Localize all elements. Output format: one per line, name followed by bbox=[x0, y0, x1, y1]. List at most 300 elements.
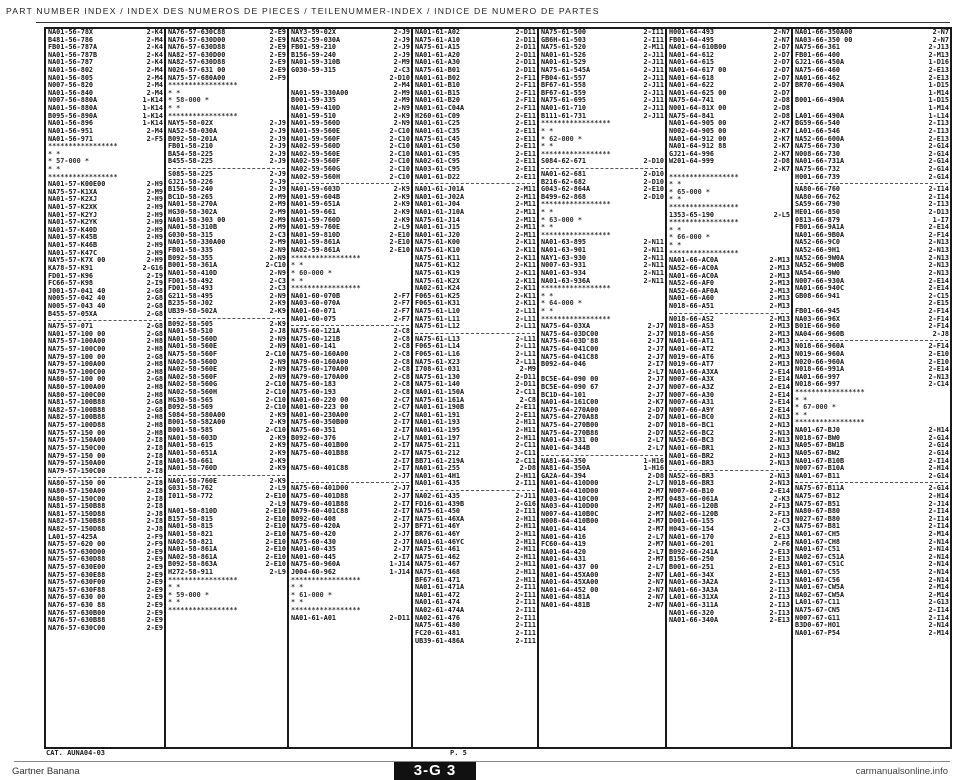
part-number: NA75-61-K12 bbox=[415, 261, 461, 270]
part-number: NA01-58-760D bbox=[168, 464, 218, 473]
section-banner-line: ***************** bbox=[669, 219, 739, 227]
part-number: NA01-58-861A bbox=[168, 545, 218, 554]
part-number: NA75-67-B51 bbox=[795, 499, 841, 508]
part-number: NA75-66-460 bbox=[795, 66, 841, 75]
fig-ref: 2-L9 bbox=[393, 223, 410, 232]
fig-ref: 2-I13 bbox=[928, 126, 949, 135]
index-row bbox=[539, 278, 665, 286]
part-number: S084-58-580A00 bbox=[168, 410, 226, 419]
part-number: NA01-61-C50 bbox=[415, 142, 461, 151]
fig-ref: 2-G14 bbox=[928, 172, 949, 181]
fig-ref: 2-C11 bbox=[515, 456, 536, 465]
fig-ref: 2-F9 bbox=[146, 532, 163, 541]
section-banner-line: ***************** bbox=[541, 285, 611, 293]
fig-ref: 2-E11 bbox=[515, 149, 536, 158]
fig-ref: 2-G8 bbox=[146, 286, 163, 295]
part-number: NA01-67-B10B bbox=[795, 456, 845, 465]
fig-ref: 2-K9 bbox=[393, 208, 410, 217]
part-number: NA01-66-AT1 bbox=[669, 337, 715, 346]
part-number: NA01-64-481A bbox=[541, 593, 591, 602]
part-number: H001-66-739 bbox=[795, 172, 841, 181]
fig-ref: 2-K11 bbox=[515, 284, 536, 293]
part-number: NA01-60-445 bbox=[291, 552, 337, 561]
part-number: NA01-57-K47C bbox=[48, 248, 98, 257]
part-number: NA02-59-560E bbox=[291, 149, 341, 158]
part-number: NA01-64-618 bbox=[669, 73, 715, 82]
part-number: GA2A-64-394 bbox=[541, 471, 587, 480]
part-number: NA01-66-320 bbox=[669, 608, 715, 617]
fig-ref: 2-J7 bbox=[393, 471, 410, 480]
fig-ref: 2-H11 bbox=[515, 426, 536, 435]
fig-ref: 2-G14 bbox=[928, 433, 949, 442]
part-number: S084-62-671 bbox=[541, 157, 587, 166]
section-banner-line: ***************** bbox=[291, 576, 361, 584]
section-banner-line: * 67-000 * bbox=[795, 404, 836, 412]
part-number: NA80-57-150A00 bbox=[48, 486, 106, 495]
fig-ref: 2-J11 bbox=[643, 96, 664, 105]
part-number: NA01-57-K45B bbox=[48, 233, 98, 242]
section-banner-line: ***************** bbox=[168, 607, 238, 615]
fig-ref: 2-K9 bbox=[269, 441, 286, 450]
fig-ref: 2-C11 bbox=[515, 448, 536, 457]
fig-ref: 1-I7 bbox=[932, 215, 949, 224]
part-number: NA01-64-437 00 bbox=[541, 563, 599, 572]
fig-ref: 2-G8 bbox=[146, 309, 163, 318]
fig-ref: 2-M4 bbox=[146, 35, 163, 44]
section-banner-line: * 62-000 * bbox=[541, 135, 582, 143]
part-number: NA75-64-03XA bbox=[541, 322, 591, 331]
fig-ref: 2-H8 bbox=[146, 383, 163, 392]
fig-ref: 2-C3 bbox=[393, 66, 410, 75]
part-number: NA82-57-150B88 bbox=[48, 517, 106, 526]
fig-ref: 2-M7 bbox=[647, 517, 664, 526]
fig-ref: 2-C8 bbox=[393, 357, 410, 366]
fig-ref: 2-C8 bbox=[393, 334, 410, 343]
fig-ref: 2-D11 bbox=[389, 613, 410, 622]
part-number: B092-58-505 bbox=[168, 319, 214, 328]
fig-ref: 1-M14 bbox=[928, 104, 949, 113]
fig-ref: 2-M9 bbox=[269, 215, 286, 224]
fig-ref: 2-H8 bbox=[146, 344, 163, 353]
fig-ref: 2-D10 bbox=[643, 157, 664, 166]
section-banner-line: * 57-000 * bbox=[48, 158, 89, 166]
section-banner-line: * * bbox=[291, 277, 304, 285]
fig-ref: 2-H14 bbox=[928, 426, 949, 435]
fig-ref: 2-K7 bbox=[773, 164, 790, 173]
fig-ref: 2-C14 bbox=[928, 380, 949, 389]
part-number: FD01-58-492 bbox=[168, 276, 214, 285]
part-number: BC1D-58-265 bbox=[168, 192, 214, 201]
part-number: NAY3-59-02X bbox=[291, 29, 337, 36]
fig-ref: 2-L11 bbox=[515, 314, 536, 323]
fig-ref: 2-I13 bbox=[769, 601, 790, 610]
part-number: FC20-61-481 bbox=[415, 628, 461, 637]
section-banner-line: * 61-000 * bbox=[291, 591, 332, 599]
index-row bbox=[46, 136, 164, 144]
part-number: NA02-58-560H bbox=[168, 388, 218, 397]
part-number: NA01-60-075 bbox=[291, 314, 337, 323]
fig-ref: 2-N9 bbox=[269, 268, 286, 277]
part-number: FB01-58-335 bbox=[168, 246, 214, 255]
part-number: NA75-60-401B00 bbox=[291, 441, 349, 450]
part-number: FD01-57-K96 bbox=[48, 271, 94, 280]
part-number: FB01-64-495 bbox=[669, 35, 715, 44]
fig-ref: 2-C15 bbox=[928, 291, 949, 300]
fig-ref: 2-I11 bbox=[515, 613, 536, 622]
part-number: NA75-64-741 bbox=[669, 96, 715, 105]
section-rule bbox=[168, 475, 285, 476]
part-number: B455-58-225 bbox=[168, 157, 214, 166]
fig-ref: 2-K11 bbox=[515, 253, 536, 262]
fig-ref: 2-M9 bbox=[269, 223, 286, 232]
part-number: B455-57-05XA bbox=[48, 309, 98, 318]
section-rule bbox=[795, 482, 948, 483]
index-row bbox=[793, 97, 950, 105]
fig-ref: 2-M11 bbox=[515, 185, 536, 194]
part-number: FB01-66-9A1A bbox=[795, 223, 845, 232]
fig-ref: 2-I11 bbox=[515, 628, 536, 637]
fig-ref: 2-E9 bbox=[146, 608, 163, 617]
part-number: N018-66-960A bbox=[795, 342, 845, 351]
part-number: NA75-57-150A00 bbox=[48, 436, 106, 445]
fig-ref: 2-N13 bbox=[928, 372, 949, 381]
index-row bbox=[667, 617, 791, 625]
fig-ref: 2-M7 bbox=[647, 486, 664, 495]
index-row bbox=[46, 311, 164, 319]
fig-ref: 2-F13 bbox=[769, 502, 790, 511]
fig-ref: 2-N9 bbox=[269, 357, 286, 366]
fig-ref: 2-C10 bbox=[265, 380, 286, 389]
part-number: NA75-57-620 00 bbox=[48, 540, 106, 549]
section-banner-line: * 63-000 * bbox=[541, 216, 582, 224]
part-number: NA01-61-A20 bbox=[415, 50, 461, 59]
part-number: NA75-61-520 bbox=[541, 43, 587, 52]
fig-ref: 2-E11 bbox=[515, 403, 536, 412]
part-number: NA75-61-140 bbox=[415, 380, 461, 389]
part-number: NA75-57-630E88 bbox=[48, 570, 106, 579]
part-number: NA75-66-361 bbox=[795, 43, 841, 52]
index-row bbox=[539, 113, 665, 121]
part-number: NA82-57-100B88 bbox=[48, 405, 106, 414]
index-column-7 bbox=[791, 29, 950, 747]
section-rule bbox=[168, 318, 285, 319]
footer-rule bbox=[14, 761, 950, 762]
part-number: NA01-56-971 bbox=[48, 134, 94, 143]
part-number: B092-64-046 bbox=[541, 360, 587, 369]
index-column-4 bbox=[411, 29, 537, 747]
fig-ref: 2-D7 bbox=[773, 43, 790, 52]
part-number: NA01-64-905 00 bbox=[669, 119, 727, 128]
fig-ref: 2-E11 bbox=[515, 142, 536, 151]
part-number: NA01-61-472 bbox=[415, 590, 461, 599]
part-number: NA75-61-480 bbox=[415, 621, 461, 630]
fig-ref: 2-C8 bbox=[393, 388, 410, 397]
fig-ref: 2-N9 bbox=[393, 104, 410, 113]
part-number: NA79-57-150 00 bbox=[48, 451, 106, 460]
fig-ref: 2-E13 bbox=[928, 73, 949, 82]
fig-ref: 2-N13 bbox=[769, 459, 790, 468]
part-number: NA80-66-762 bbox=[795, 192, 841, 201]
fig-ref: 2-N13 bbox=[769, 479, 790, 488]
fig-ref: 2-F14 bbox=[928, 322, 949, 331]
part-number: S085-58-225 bbox=[168, 169, 214, 178]
fig-ref: 2-I8 bbox=[146, 459, 163, 468]
fig-ref: 2-G14 bbox=[928, 441, 949, 450]
fig-ref: 2-I11 bbox=[515, 479, 536, 488]
part-number: NA02-61-K24 bbox=[415, 284, 461, 293]
fig-ref: 2-I7 bbox=[393, 499, 410, 508]
fig-ref: 2-J7 bbox=[647, 329, 664, 338]
section-banner-line: ***************** bbox=[541, 201, 611, 209]
fig-ref: 2-J9 bbox=[269, 142, 286, 151]
fig-ref: 2-L7 bbox=[647, 547, 664, 556]
fig-ref: 2-H11 bbox=[515, 537, 536, 546]
index-row bbox=[289, 569, 411, 577]
fig-ref: 2-E9 bbox=[269, 35, 286, 44]
fig-ref: 2-I11 bbox=[515, 590, 536, 599]
part-number: NA01-61-J20 bbox=[415, 230, 461, 239]
part-number: BR76-61-46Y bbox=[415, 530, 461, 538]
fig-ref: 2-I11 bbox=[643, 29, 664, 36]
fig-ref: 2-J7 bbox=[393, 545, 410, 554]
fig-ref: 2-K9 bbox=[393, 215, 410, 224]
fig-ref: 2-K9 bbox=[269, 319, 286, 328]
fig-ref: 2-N7 bbox=[773, 35, 790, 44]
fig-ref: 2-M9 bbox=[393, 88, 410, 97]
part-number: NA80-57-100C00 bbox=[48, 390, 106, 399]
part-number: NA75-60-401D88 bbox=[291, 491, 349, 500]
part-number: NA01-66-AC0A bbox=[669, 271, 719, 280]
part-number: NA01-64-420 bbox=[541, 547, 587, 556]
fig-ref: 2-J9 bbox=[393, 43, 410, 52]
fig-ref: 1-H16 bbox=[643, 456, 664, 465]
part-number: NA75-57-150C00 bbox=[48, 443, 106, 452]
section-rule bbox=[415, 183, 535, 184]
fig-ref: 2-K11 bbox=[515, 261, 536, 270]
part-number: J004-60-962 bbox=[291, 568, 337, 577]
part-number: NA01-64-416 bbox=[541, 532, 587, 541]
part-number: NA01-61-J10A bbox=[415, 208, 465, 217]
fig-ref: 2-J9 bbox=[269, 177, 286, 186]
fig-ref: 2-H9 bbox=[146, 241, 163, 250]
part-number: NA75-61-X23 bbox=[415, 357, 461, 366]
part-number: NA01-64-622 bbox=[669, 81, 715, 90]
part-number: NA75-61-467 bbox=[415, 560, 461, 569]
fig-ref: 2-I14 bbox=[928, 456, 949, 465]
section-banner-line: * * bbox=[541, 143, 554, 151]
fig-ref: 2-I8 bbox=[146, 436, 163, 445]
part-number: NA75-60-960A bbox=[291, 560, 341, 569]
fig-ref: 2-I14 bbox=[928, 185, 949, 194]
fig-ref: 2-J11 bbox=[643, 111, 664, 120]
part-number: NA75-60-170A00 bbox=[291, 365, 349, 374]
part-number: B092-58-863A bbox=[168, 560, 218, 569]
fig-ref: 2-F7 bbox=[393, 314, 410, 323]
fig-ref: 2-I8 bbox=[146, 494, 163, 503]
part-number: NA01-61-B10 bbox=[415, 81, 461, 90]
fig-ref: 2-G8 bbox=[146, 294, 163, 303]
fig-ref: 2-C8 bbox=[393, 342, 410, 351]
fig-ref: 2-M11 bbox=[515, 200, 536, 209]
index-row bbox=[793, 381, 950, 389]
part-number: NA01-61-B02 bbox=[415, 73, 461, 82]
part-number: NA75-66-732 bbox=[795, 164, 841, 173]
part-number: NA01-64-617 00 bbox=[669, 66, 727, 75]
fig-ref: 2-J9 bbox=[269, 119, 286, 128]
part-number: BC1D-64-101 bbox=[541, 390, 587, 399]
index-column-5 bbox=[537, 29, 665, 747]
fig-ref: 2-C10 bbox=[265, 403, 286, 412]
fig-ref: 2-N13 bbox=[769, 451, 790, 460]
section-rule bbox=[291, 482, 409, 483]
fig-ref: 2-D11 bbox=[515, 58, 536, 67]
fig-ref: 2-D8 bbox=[773, 104, 790, 113]
part-number: W201-64-999 bbox=[669, 157, 715, 166]
fig-ref: 2-H8 bbox=[146, 413, 163, 422]
part-number: N008-64-410B00 bbox=[541, 517, 599, 526]
part-number: N027-67-B80 bbox=[795, 514, 841, 523]
fig-ref: 2-M13 bbox=[769, 344, 790, 353]
part-number: F065-61-L16 bbox=[415, 349, 461, 358]
part-number: N018-66-997 bbox=[795, 380, 841, 389]
fig-ref: 2-C8 bbox=[393, 349, 410, 358]
part-number: NA02-58-821 bbox=[168, 537, 214, 546]
part-number: NA01-58-615 bbox=[168, 441, 214, 450]
index-column-2 bbox=[164, 29, 287, 747]
part-number: NA75-64-270B00 bbox=[541, 421, 599, 430]
part-number: NA02-59-560G bbox=[291, 164, 341, 173]
fig-ref: 2-H11 bbox=[515, 545, 536, 554]
part-number: NA01-58-603D bbox=[168, 433, 218, 442]
part-number: NA80-57-100 00 bbox=[48, 375, 106, 384]
index-row bbox=[413, 174, 537, 182]
index-row bbox=[539, 445, 665, 453]
fig-ref: 2-H9 bbox=[146, 218, 163, 227]
fig-ref: 2-L7 bbox=[647, 436, 664, 445]
part-number: NA75-57-071 bbox=[48, 322, 94, 331]
part-number: NA75-57-630D00 bbox=[48, 547, 106, 556]
index-row bbox=[166, 75, 287, 83]
fig-ref: 2-M11 bbox=[515, 215, 536, 224]
part-number: NA01-61-474 bbox=[415, 598, 461, 607]
fig-ref: 2-M11 bbox=[515, 208, 536, 217]
fig-ref: 2-J7 bbox=[393, 522, 410, 531]
fig-ref: 2-N7 bbox=[647, 570, 664, 579]
part-number: NA02-59-560D bbox=[291, 142, 341, 151]
fig-ref: 2-H11 bbox=[515, 471, 536, 480]
fig-ref: 2-E10 bbox=[928, 357, 949, 366]
part-number: NA01-61-C95 bbox=[415, 149, 461, 158]
fig-ref: 2-I13 bbox=[769, 585, 790, 594]
fig-ref: 2-H8 bbox=[146, 360, 163, 369]
fig-ref: 2-E11 bbox=[515, 164, 536, 173]
part-number: NA81-64-350 bbox=[541, 456, 587, 465]
part-number: G043-62-864A bbox=[541, 185, 591, 194]
fig-ref: 2-N13 bbox=[928, 253, 949, 262]
section-banner-line: * 58-000 * bbox=[168, 97, 209, 105]
fig-ref: 2-D11 bbox=[515, 372, 536, 381]
fig-ref: 2-E11 bbox=[515, 119, 536, 128]
index-row bbox=[413, 638, 537, 646]
part-number: NA01-64-912 00 bbox=[669, 134, 727, 143]
fig-ref: 2-E10 bbox=[389, 230, 410, 239]
fig-ref: 1-D15 bbox=[928, 96, 949, 105]
fig-ref: 2-I8 bbox=[146, 486, 163, 495]
fig-ref: 2-G16 bbox=[142, 263, 163, 272]
fig-ref: 2-M9 bbox=[269, 200, 286, 209]
fig-ref: 2-N13 bbox=[769, 421, 790, 430]
fig-ref: 2-M4 bbox=[146, 126, 163, 135]
part-number: NA01-61-46YC bbox=[415, 537, 465, 546]
part-number: NA02-66-120B bbox=[669, 509, 719, 518]
fig-ref: 2-K11 bbox=[515, 299, 536, 308]
index-row bbox=[667, 212, 791, 220]
part-number: N008-66-730 bbox=[795, 149, 841, 158]
part-number: NA01-66-350A00 bbox=[795, 29, 853, 36]
part-number: NA01-59-661 bbox=[291, 208, 337, 217]
fig-ref: 2-E9 bbox=[146, 570, 163, 579]
fig-ref: 2-J11 bbox=[643, 88, 664, 97]
part-number: NA03-60-070A bbox=[291, 299, 341, 308]
part-number: NA75-67-B11A bbox=[795, 484, 845, 493]
part-number: NA01-60-070B bbox=[291, 291, 341, 300]
fig-ref: 2-J7 bbox=[393, 530, 410, 538]
section-banner-line: ***************** bbox=[291, 607, 361, 615]
part-number: NA75-57-100D88 bbox=[48, 421, 106, 430]
fig-ref: 2-E9 bbox=[146, 616, 163, 625]
fig-ref: 1-J14 bbox=[389, 560, 410, 569]
fig-ref: 2-G13 bbox=[928, 598, 949, 607]
fig-ref: 2-C10 bbox=[389, 126, 410, 135]
part-number: N007-66-A31 bbox=[669, 398, 715, 407]
fig-ref: 2-M14 bbox=[928, 530, 949, 538]
fig-ref: 2-J9 bbox=[269, 169, 286, 178]
part-number: NA75-67-CN5 bbox=[795, 606, 841, 615]
part-number: NA01-57-K00E00 bbox=[48, 180, 106, 189]
fig-ref: 2-E10 bbox=[265, 514, 286, 523]
part-number: B001-58-582A00 bbox=[168, 418, 226, 427]
fig-ref: 2-E10 bbox=[265, 522, 286, 531]
fig-ref: 2-G14 bbox=[928, 484, 949, 493]
part-number: NA01-61-529 bbox=[541, 58, 587, 67]
fig-ref: 2-I11 bbox=[515, 598, 536, 607]
fig-ref: 2-K11 bbox=[515, 238, 536, 247]
part-number: NA01-59-760D bbox=[291, 215, 341, 224]
part-number: NA52-58-030A bbox=[168, 126, 218, 135]
fig-ref: 2-M13 bbox=[928, 50, 949, 59]
fig-ref: 2-C8 bbox=[393, 372, 410, 381]
fig-ref: 2-I8 bbox=[146, 502, 163, 511]
fig-ref: 2-E14 bbox=[769, 398, 790, 407]
part-number: NA01-61-J02A bbox=[415, 192, 465, 201]
part-number: NA52-66-9W0A bbox=[795, 253, 845, 262]
fig-ref: 2-E14 bbox=[769, 486, 790, 495]
part-number: G030-58-315 bbox=[168, 230, 214, 239]
part-number: G030-59-315 bbox=[291, 66, 337, 75]
part-number: FC66-57-K98 bbox=[48, 279, 94, 288]
part-number: 0483-66-061A bbox=[669, 494, 719, 503]
part-number: NA01-67-C56 bbox=[795, 575, 841, 584]
part-number: NA75-61-161A bbox=[415, 395, 465, 404]
part-number: BC5E-64-090 00 bbox=[541, 375, 599, 384]
fig-ref: 2-I8 bbox=[146, 443, 163, 452]
part-number: NA02-61-476 bbox=[415, 613, 461, 622]
index-row bbox=[413, 323, 537, 331]
part-number: NA01-66-311A bbox=[669, 601, 719, 610]
part-number: B156-58-240 bbox=[168, 185, 214, 194]
fig-ref: 2-H11 bbox=[515, 418, 536, 427]
part-number: GJ21-58-226 bbox=[168, 177, 214, 186]
